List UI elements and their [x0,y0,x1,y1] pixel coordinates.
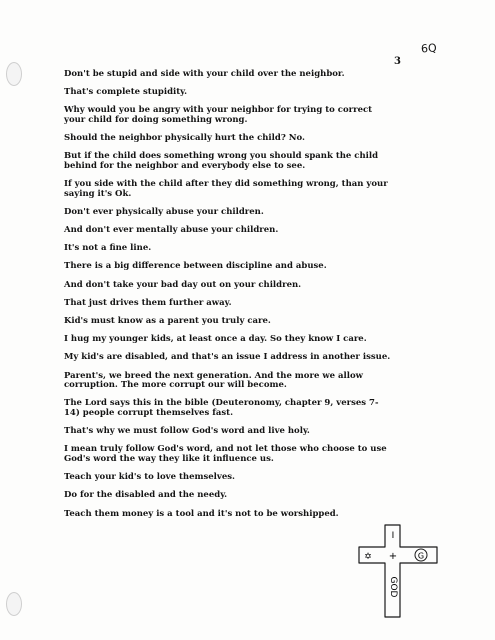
paragraph: Teach them money is a tool and it's not to be worshipped. [64,508,339,519]
paragraph: Kid's must know as a parent you truly care. [64,316,271,327]
cross-outline [359,525,437,617]
paragraph: It's not a fine line. [64,243,152,254]
handwritten-page-mark: 6Q [420,41,438,56]
paragraph: And don't take your bad day out on your children. [64,279,302,290]
paragraph: That just drives them further away. [64,297,232,308]
paragraph: Don't be stupid and side with your child over the neighbor. [64,69,345,79]
star-of-david-icon: ✡ [364,552,372,562]
document-body [64,70,394,528]
paragraph: Should the neighbor physically hurt the child? No. [64,133,306,144]
paragraph: And don't ever mentally abuse your children. [64,225,279,236]
paragraph: If you side with the child after they did something wrong, than your saying it's Ok. [64,179,388,199]
cross-letter-i: I [391,531,395,541]
page-number: 3 [394,56,402,67]
paragraph: That's complete stupidity. [64,87,188,98]
paragraph: The Lord says this in the bible (Deuteronomy, chapter 9, verses 7-14) people corrupt themselves fast. [64,398,379,418]
paragraph: Why would you be angry with your neighbor for trying to correct your child for doing something wrong. [64,105,373,125]
paragraph: Teach your kid's to love themselves. [64,472,235,483]
binder-hole-top [6,62,22,86]
paragraph: There is a big difference between discipline and abuse. [64,261,327,272]
circled-letter-g: G [417,551,425,561]
cross-word-god: GOD [388,576,398,598]
paragraph: I hug my younger kids, at least once a day. So they know I care. [64,334,367,345]
binder-hole-bottom [6,592,22,616]
paragraph: Don't ever physically abuse your children. [64,206,264,217]
paragraph: I mean truly follow God's word, and not let those who choose to use God's word the way they like it influence us. [64,444,387,464]
cross-plus-mark: + [388,551,398,562]
paragraph: Parent's, we breed the next generation. And the more we allow corruption. The more corrupt our will become. [64,370,363,391]
paragraph: Do for the disabled and the needy. [64,490,228,501]
paragraph: But if the child does something wrong you should spank the child behind for the neighbor and everybody else to see. [64,151,379,171]
hand-drawn-cross [355,521,441,621]
paragraph: My kid's are disabled, and that's an issue I address in another issue. [64,352,391,363]
paragraph: That's why we must follow God's word and live holy. [64,426,310,437]
